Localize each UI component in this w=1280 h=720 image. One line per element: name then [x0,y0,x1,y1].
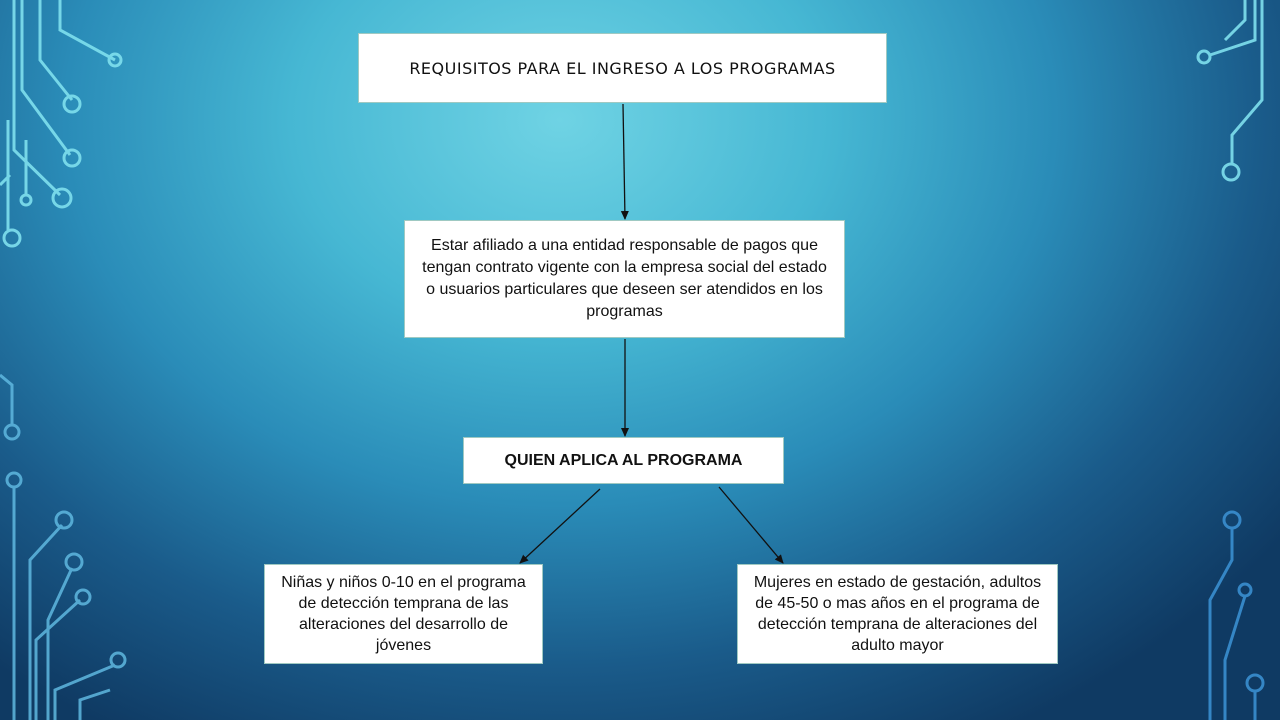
requirement-text: Estar afiliado a una entidad responsable de pagos que tengan contrato vigente con la empresa social del estado o usuarios particulares que deseen ser atendidos en los programas [422,237,827,320]
circuit-left-bottom [0,375,125,720]
applies-box [463,437,784,484]
circuit-right-top [1198,0,1262,180]
children-group-text: Niñas y niños 0-10 en el programa de detección temprana de las alteraciones del desarrollo de jóvenes [281,574,526,654]
title-box [358,33,887,103]
circuit-left-top [0,0,121,246]
title-text: REQUISITOS PARA EL INGRESO A LOS PROGRAMAS [409,58,836,78]
requirement-box [404,220,845,338]
applies-title-text: QUIEN APLICA AL PROGRAMA [504,451,743,469]
adults-group-text: Mujeres en estado de gestación, adultos de 45-50 o mas años en el programa de detección temprana de alteraciones del adulto mayor [753,574,1042,654]
adults-group-box [737,564,1058,664]
children-group-box [264,564,543,664]
circuit-right-bottom [1210,512,1263,720]
